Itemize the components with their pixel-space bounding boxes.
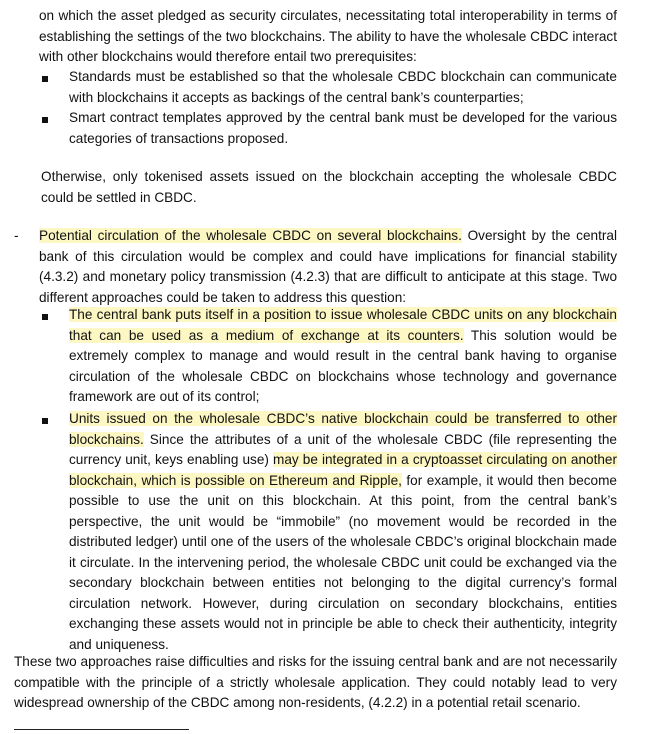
approach-item-2 xyxy=(69,409,617,655)
prereq-item: Standards must be established so that the wholesale CBDC blockchain can communicate with blockchains it accepts as backings of the central bank’s counterparties; xyxy=(69,69,617,105)
highlighted-text: may be integrated in a cryptoasset circulating on another blockchain, which is possible on Ethereum and Ripple, xyxy=(69,452,617,488)
approach-body: Since the attributes of a unit of the wholesale CBDC (file representing the currency unit, keys enabling use) xyxy=(69,431,617,467)
bullet-icon xyxy=(42,418,48,424)
list-dash: - xyxy=(14,228,19,243)
highlighted-text: The central bank puts itself in a position to issue wholesale CBDC units on any blockchain that can be used as a medium of exchange at its counters. xyxy=(69,307,617,343)
prereq-item: Smart contract templates approved by the central bank must be developed for the various categories of transactions proposed. xyxy=(69,110,617,146)
closing-paragraph: These two approaches raise difficulties and risks for the issuing central bank and are not necessarily compatible with the principle of a strictly wholesale application. They could notably lead to very widespread ownership of the CBDC among non-residents, (4.2.2) in a potential retail scenario. xyxy=(14,654,617,710)
bullet-icon xyxy=(42,76,48,82)
highlighted-text: Units issued on the wholesale CBDC’s native blockchain could be transferred to other blockchains. xyxy=(69,411,617,447)
footnote-separator xyxy=(14,729,189,730)
section-paragraph xyxy=(39,226,617,308)
highlighted-heading: Potential circulation of the wholesale CBDC on several blockchains. xyxy=(39,228,462,243)
bullet-icon xyxy=(42,314,48,320)
otherwise-paragraph: Otherwise, only tokenised assets issued on the blockchain accepting the wholesale CBDC could be settled in CBDC. xyxy=(41,169,617,205)
bullet-icon xyxy=(42,117,48,123)
approach-item-1 xyxy=(69,305,617,408)
approach-body: This solution would be extremely complex to manage and would result in the central bank having to organise circulation of the wholesale CBDC on blockchains whose technology and governance framework are out of its control; xyxy=(69,327,617,404)
section-body: Oversight by the central bank of this circulation would be complex and could have implications for financial stability (4.3.2) and monetary policy transmission (4.2.3) that are difficult to anticipate at this stage. Two different approaches could be taken to address this question: xyxy=(39,228,617,305)
approach-body: for example, it would then become possible to use the unit on this blockchain. At this point, from the central bank’s perspective, the unit would be “immobile” (no movement would be recorded in the distributed ledger) until one of the users of the wholesale CBDC’s original blockchain made it circulate. In the intervening period, the wholesale CBDC unit could be exchanged via the secondary blockchain between entities not belonging to the digital currency’s formal circulation network. However, during circulation on secondary blockchains, entities exchanging these assets would not in principle be able to check their authenticity, integrity and uniqueness. xyxy=(69,472,617,652)
intro-paragraph: on which the asset pledged as security circulates, necessitating total interoperability in terms of establishing the settings of the two blockchains. The ability to have the wholesale CBDC interact with other blockchains would therefore entail two prerequisites: xyxy=(39,8,617,64)
